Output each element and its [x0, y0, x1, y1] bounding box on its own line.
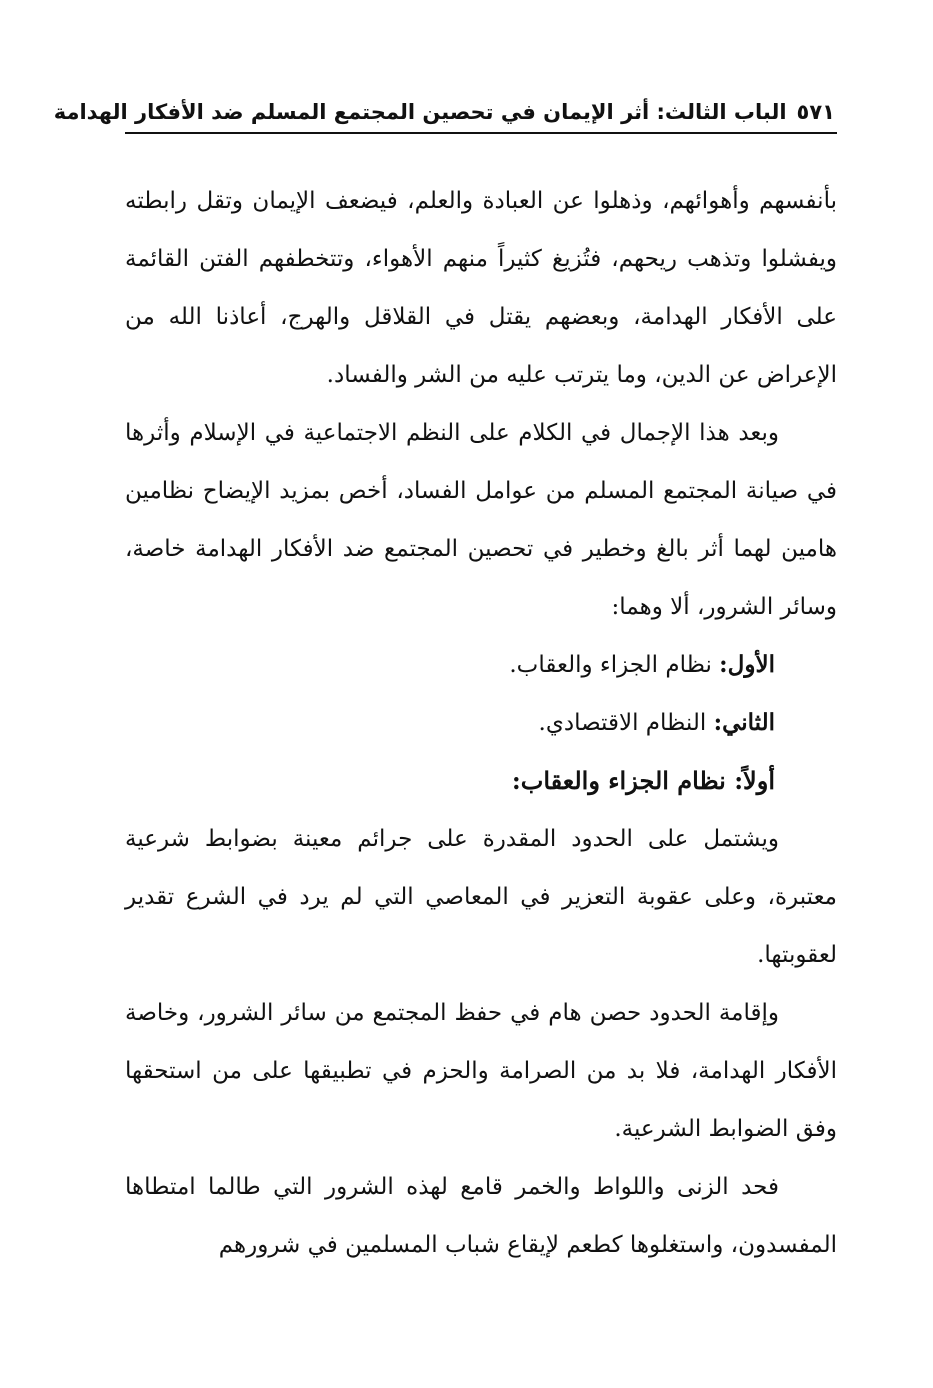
running-header — [53, 95, 835, 129]
paragraph-3: ويشتمل على الحدود المقدرة على جرائم معينة بضوابط شرعية معتبرة، وعلى عقوبة التعزير في المعاصي التي لم يرد في الشرع تقدير لعقوبتها. — [125, 826, 838, 968]
list-item-lead: الثاني: — [713, 709, 775, 736]
paragraph-1: بأنفسهم وأهوائهم، وذهلوا عن العبادة والعلم، فيضعف الإيمان وتقل رابطته ويفشلوا وتذهب ريحهم، فتُزيغ كثيراً منهم الأهواء، وتتخطفهم الفتن القائمة على الأفكار الهدامة، وبعضهم يقتل في القلاقل والهرج، أعاذنا الله من الإعراض عن الدين، وما يترتب عليه من الشر والفساد. — [125, 188, 837, 388]
list-item-lead: الأول: — [719, 651, 775, 678]
list-item-text: نظام الجزاء والعقاب. — [509, 652, 720, 678]
paragraph-4: وإقامة الحدود حصن هام في حفظ المجتمع من سائر الشرور، وخاصة الأفكار الهدامة، فلا بد من الصرامة والحزم في تطبيقها على من استحقها وفق الضوابط الشرعية. — [125, 1000, 837, 1142]
page-number: ٥٧١ — [796, 100, 835, 124]
page-body — [125, 172, 837, 1274]
list-item-first — [125, 636, 837, 694]
section-heading: أولاً: نظام الجزاء والعقاب: — [511, 766, 775, 795]
list-item-second — [125, 694, 837, 752]
chapter-title: الباب الثالث: أثر الإيمان في تحصين المجتمع المسلم ضد الأفكار الهدامة — [53, 100, 787, 124]
header-divider — [125, 132, 837, 134]
paragraph-5: فحد الزنى واللواط والخمر قامع لهذه الشرور التي طالما امتطاها المفسدون، واستغلوها كطعم لإيقاع شباب المسلمين في شرورهم — [125, 1174, 837, 1258]
paragraph-2: وبعد هذا الإجمال في الكلام على النظم الاجتماعية في الإسلام وأثرها في صيانة المجتمع المسلم من عوامل الفساد، أخص بمزيد الإيضاح نظامين هامين لهما أثر بالغ وخطير في تحصين المجتمع ضد الأفكار الهدامة خاصة، وسائر الشرور، ألا وهما: — [125, 420, 837, 620]
list-item-text: النظام الاقتصادي. — [538, 710, 714, 736]
